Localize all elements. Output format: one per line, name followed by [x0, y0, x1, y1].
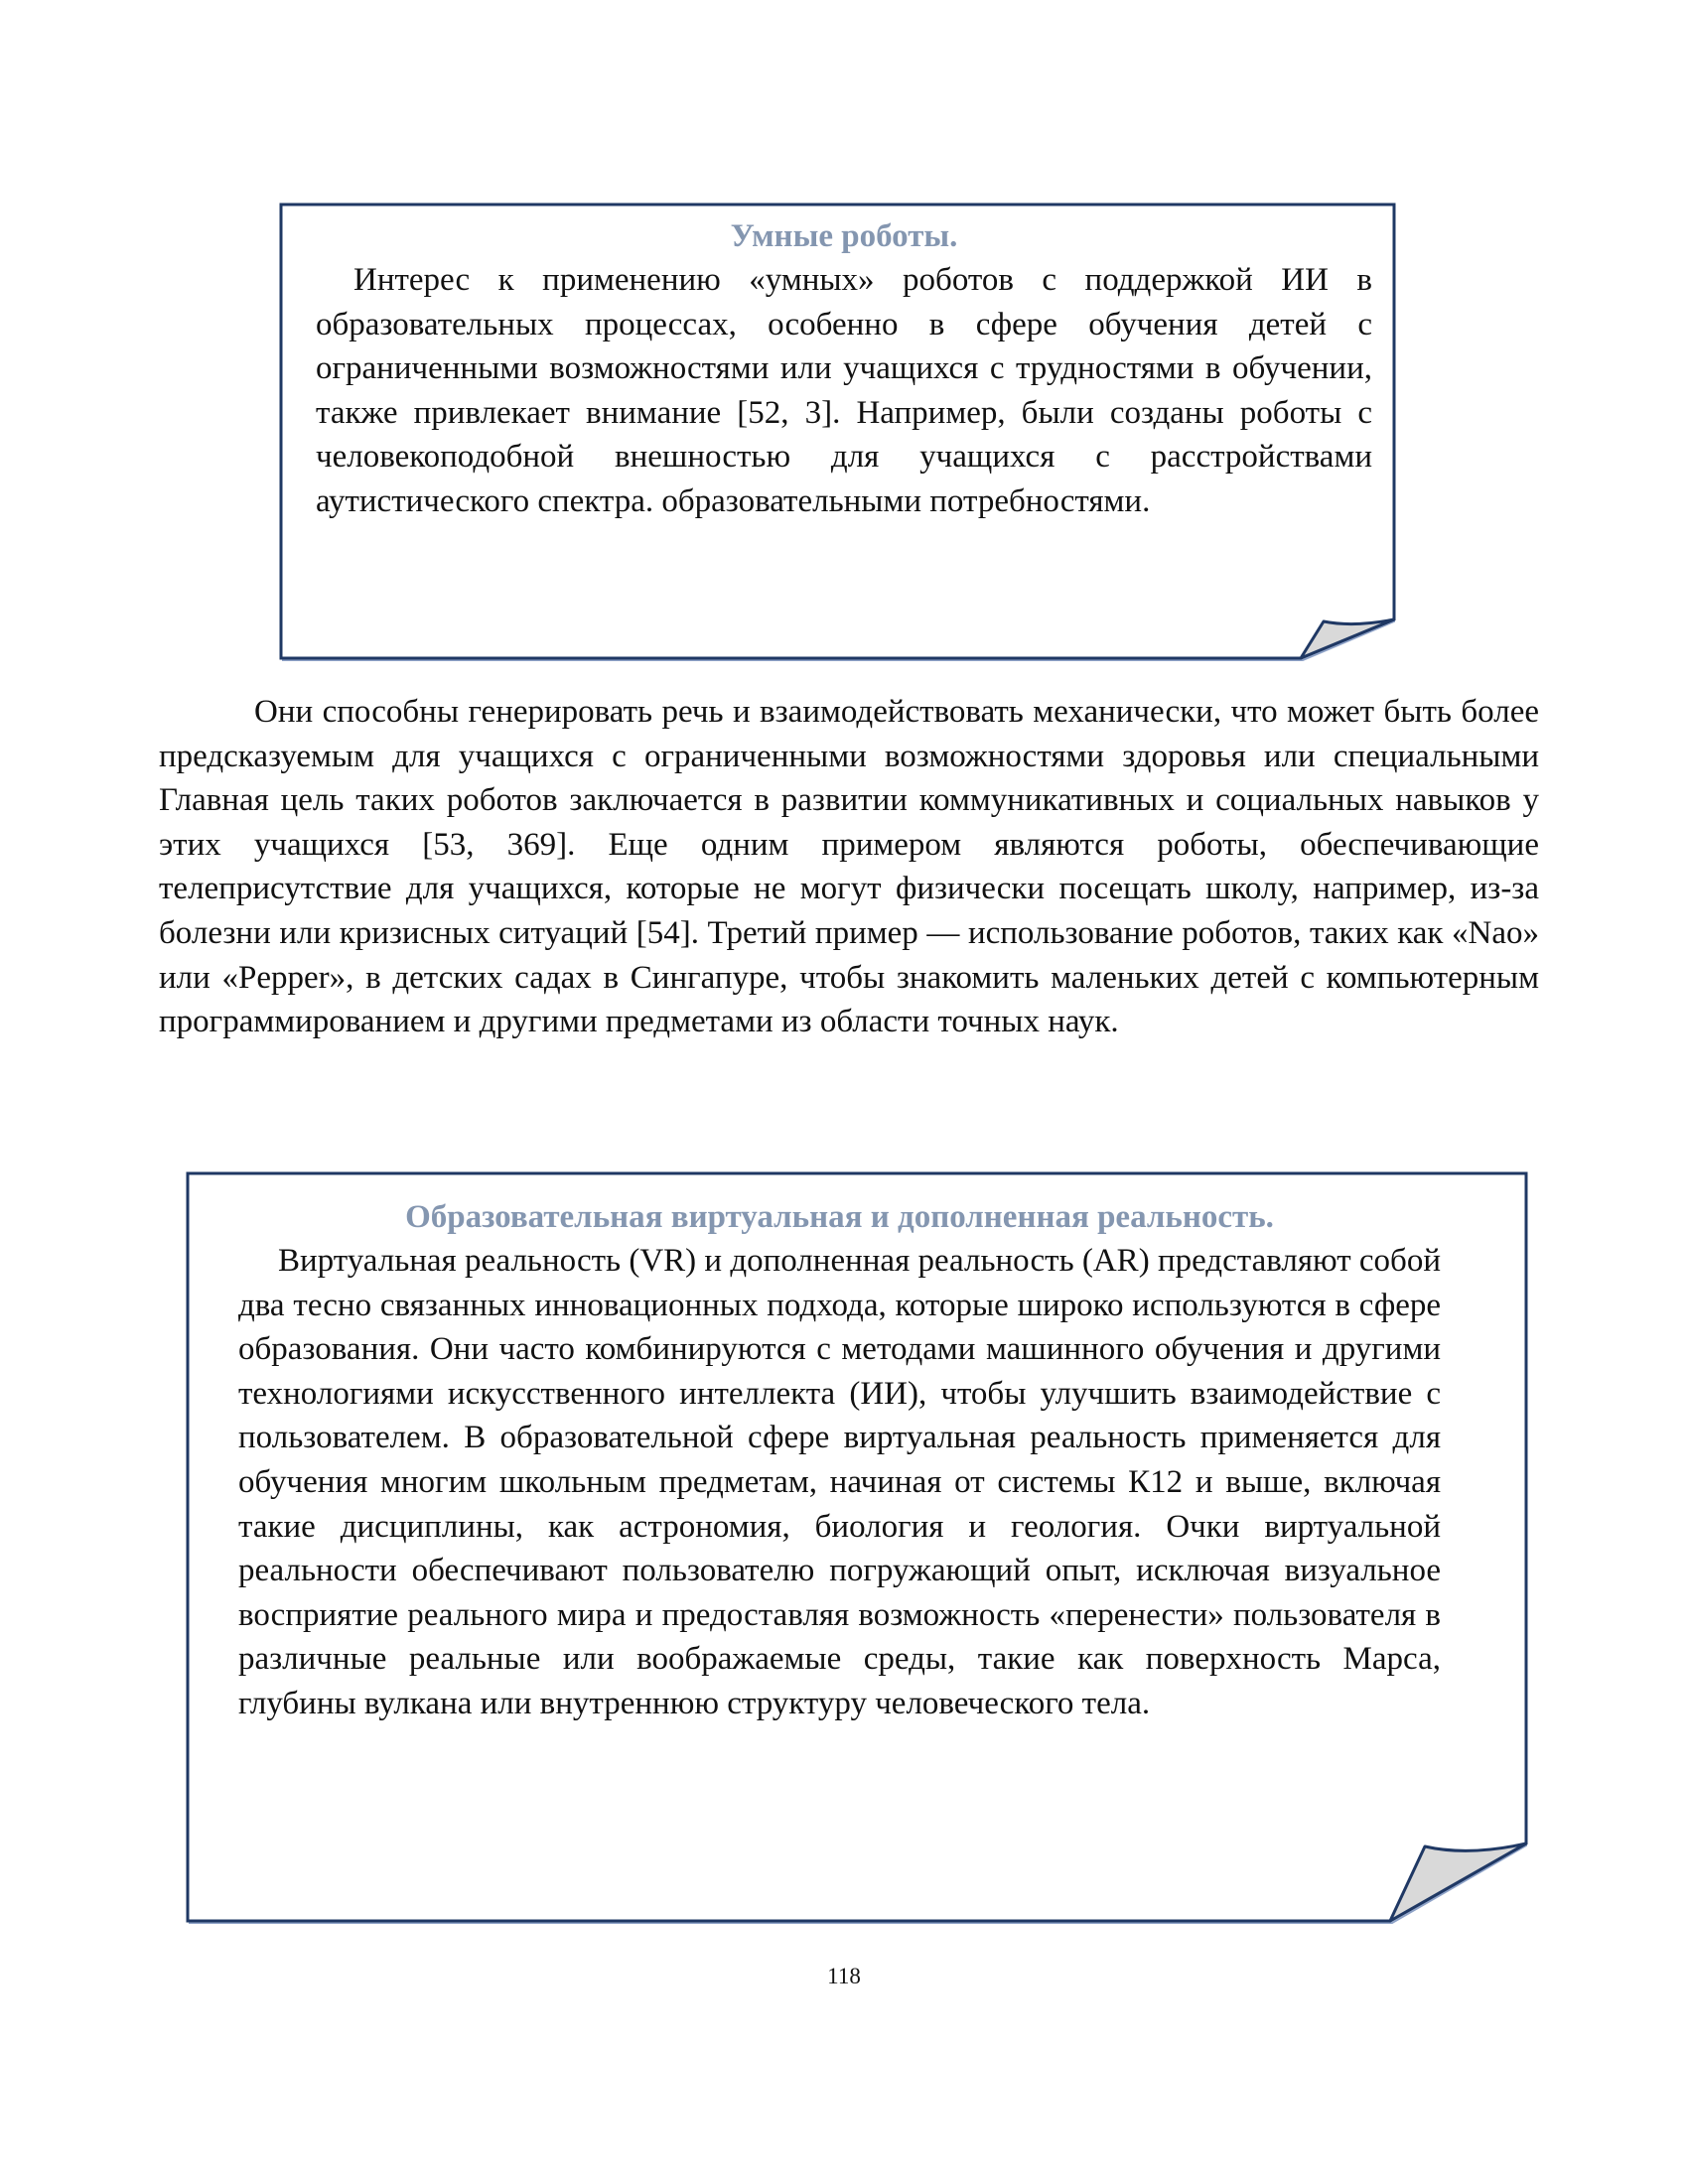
- callout-title: Образовательная виртуальная и дополненная реальность.: [405, 1199, 1274, 1235]
- callout-title: Умные роботы.: [730, 218, 958, 254]
- callout-box-smart-robots: [281, 205, 1394, 658]
- body-paragraph: Они способны генерировать речь и взаимодействовать механически, что может быть более предсказуемым для учащихся с ограниченными возможностями здоровья или специальными Главная цель таких роботов заключается в развитии коммуникативных и социальных навыков у этих учащихся [53, 369]. Еще одним примером являются роботы, обеспечивающие телеприсутствие для учащихся, которые не могут физически посещать школу, например, из-за болезни или кризисных ситуаций [54]. Третий пример — использование роботов, таких как «Nao» или «Pepper», в детских садах в Сингапуре, чтобы знакомить маленьких детей с компьютерным программированием и другими предметами из области точных наук.: [159, 694, 1539, 1040]
- callout-text: Интерес к применению «умных» роботов с поддержкой ИИ в образовательных процессах, особенно в сфере обучения детей с ограниченными возможностями или учащихся с трудностями в обучении, также привлекает внимание [52, 3]. Например, были созданы роботы с человекоподобной внешностью для учащихся с расстройствами аутистического спектра. образовательными потребностями.: [316, 262, 1372, 519]
- callout-content: [316, 214, 1372, 524]
- callout-content: [238, 1195, 1441, 1726]
- callout-box-vr-ar: [188, 1173, 1526, 1921]
- callout-text: Виртуальная реальность (VR) и дополненная реальность (AR) представляют собой два тесно связанных инновационных подхода, которые широко используются в сфере образования. Они часто комбинируются с методами машинного обучения и другими технологиями искусственного интеллекта (ИИ), чтобы улучшить взаимодействие с пользователем. В образовательной сфере виртуальная реальность применяется для обучения многим школьным предметам, начиная от системы К12 и выше, включая такие дисциплины, как астрономия, биология и геология. Очки виртуальной реальности обеспечивают пользователю погружающий опыт, исключая визуальное восприятие реального мира и предоставляя возможность «перенести» пользователя в различные реальные или воображаемые среды, такие как поверхность Марса, глубины вулкана или внутреннюю структуру человеческого тела.: [238, 1243, 1441, 1721]
- page-number: 118: [827, 1964, 861, 1988]
